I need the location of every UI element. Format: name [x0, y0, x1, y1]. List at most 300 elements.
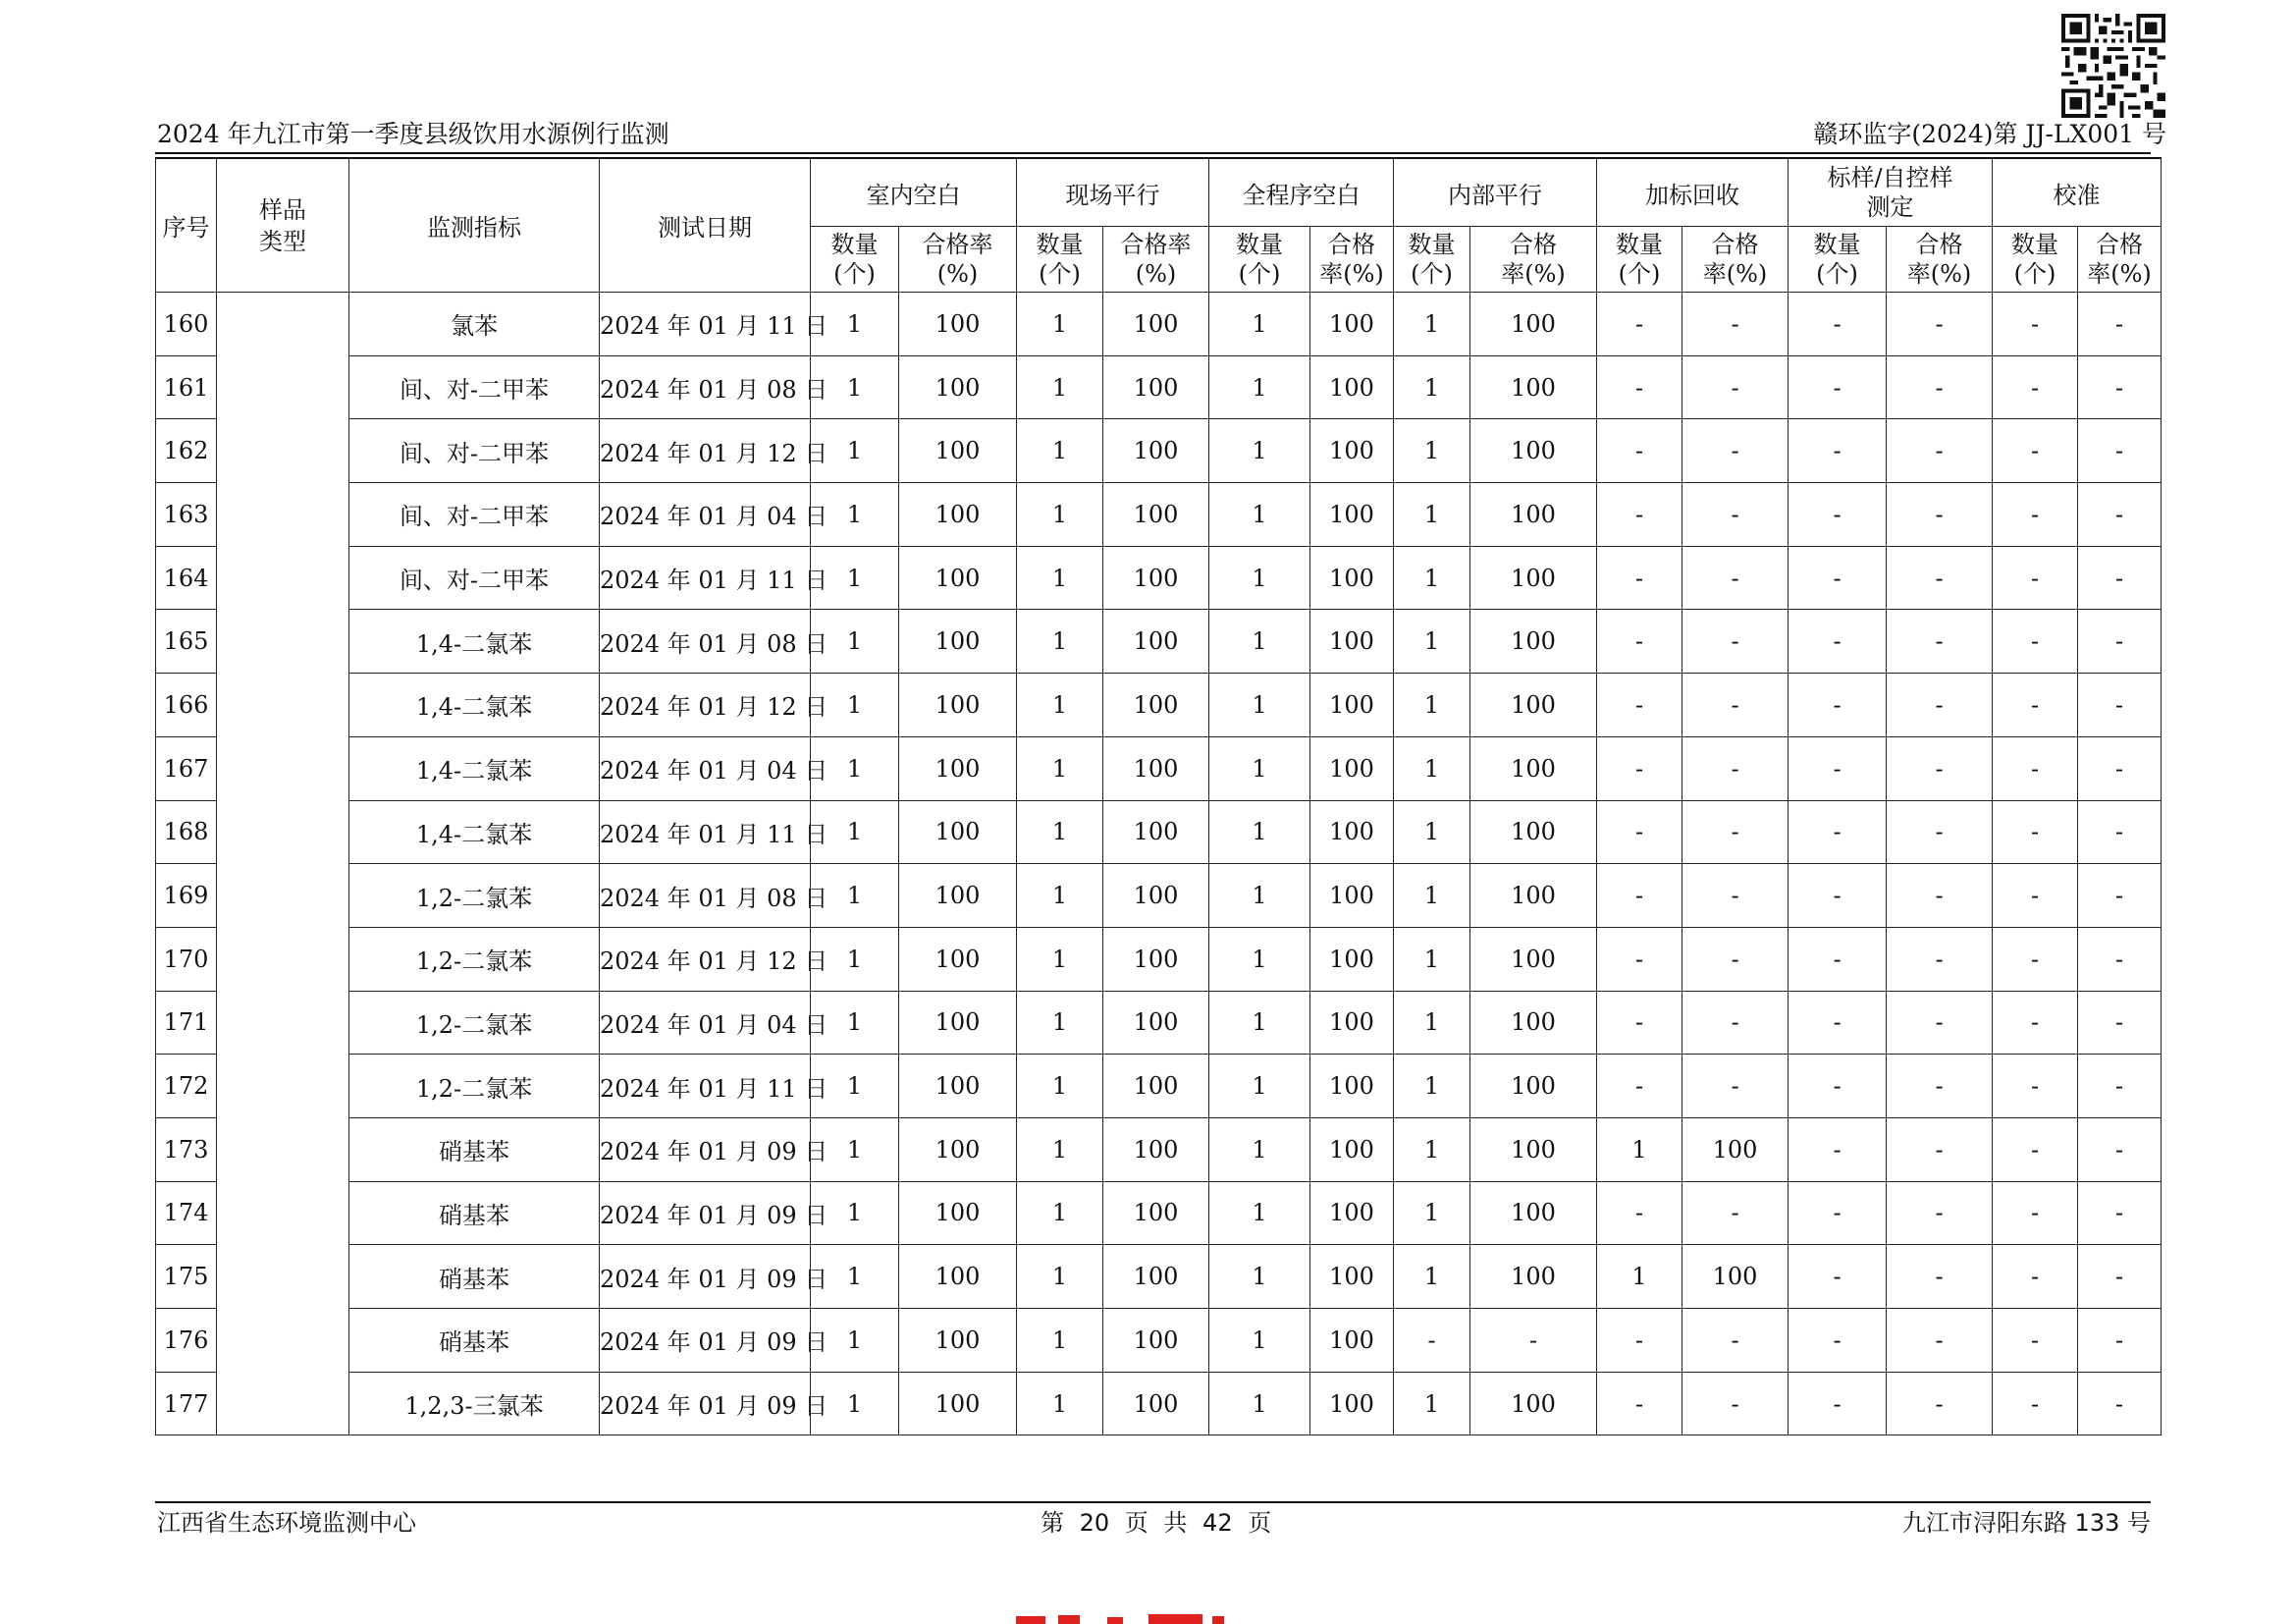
- value-cell: 1: [1209, 1309, 1310, 1373]
- value-cell: 1: [1394, 736, 1470, 800]
- value-cell: 100: [1103, 674, 1209, 737]
- value-cell: -: [1993, 736, 2078, 800]
- value-cell: -: [2078, 1372, 2162, 1435]
- value-cell: 1: [1017, 927, 1103, 991]
- value-cell: 1: [1394, 610, 1470, 674]
- value-cell: 100: [1103, 991, 1209, 1055]
- value-cell: -: [1993, 927, 2078, 991]
- value-cell: -: [1993, 1372, 2078, 1435]
- table-row: [156, 927, 2162, 991]
- value-cell: 1: [1209, 674, 1310, 737]
- indicator-cell: 1,4-二氯苯: [349, 610, 600, 674]
- value-cell: 1: [1209, 1372, 1310, 1435]
- value-cell: 1: [1017, 483, 1103, 547]
- value-cell: -: [1887, 546, 1993, 610]
- value-cell: -: [1887, 1117, 1993, 1181]
- value-cell: -: [1887, 1055, 1993, 1118]
- report-code: 赣环监字(2024)第 JJ-LX001 号: [1813, 120, 2166, 148]
- seq-cell: 161: [156, 355, 217, 419]
- date-cell: 2024 年 01 月 04 日: [600, 991, 811, 1055]
- col-test-date-header: 测试日期: [600, 158, 811, 293]
- value-cell: -: [1597, 546, 1682, 610]
- value-cell: 100: [1103, 1372, 1209, 1435]
- rate-subheader: 合格 率(%): [1887, 227, 1993, 293]
- value-cell: 1: [1017, 1055, 1103, 1118]
- value-cell: -: [1682, 1055, 1789, 1118]
- value-cell: 100: [1470, 1055, 1597, 1118]
- table-row: [156, 483, 2162, 547]
- value-cell: 100: [899, 610, 1017, 674]
- qc-table: [155, 157, 2162, 1435]
- rate-subheader: 合格 率(%): [1470, 227, 1597, 293]
- value-cell: -: [1789, 1055, 1887, 1118]
- date-cell: 2024 年 01 月 04 日: [600, 736, 811, 800]
- date-cell: 2024 年 01 月 12 日: [600, 927, 811, 991]
- value-cell: -: [2078, 927, 2162, 991]
- value-cell: -: [2078, 1181, 2162, 1245]
- value-cell: 1: [1597, 1245, 1682, 1309]
- value-cell: 100: [1310, 927, 1394, 991]
- seq-cell: 160: [156, 293, 217, 356]
- value-cell: 100: [1310, 1372, 1394, 1435]
- value-cell: -: [1789, 1181, 1887, 1245]
- group-header: 标样/自控样 测定: [1789, 158, 1993, 227]
- value-cell: -: [1993, 355, 2078, 419]
- value-cell: 100: [1310, 419, 1394, 483]
- col-sample-type-header: 样品 类型: [217, 158, 349, 293]
- date-cell: 2024 年 01 月 11 日: [600, 1055, 811, 1118]
- footer-rule: [155, 1501, 2151, 1503]
- value-cell: 100: [899, 1055, 1017, 1118]
- value-cell: 100: [899, 800, 1017, 864]
- value-cell: -: [1887, 483, 1993, 547]
- value-cell: 1: [1209, 1055, 1310, 1118]
- date-cell: 2024 年 01 月 12 日: [600, 419, 811, 483]
- value-cell: -: [1993, 1181, 2078, 1245]
- indicator-cell: 间、对-二甲苯: [349, 419, 600, 483]
- value-cell: 100: [1310, 1181, 1394, 1245]
- seq-cell: 163: [156, 483, 217, 547]
- value-cell: 1: [1017, 1245, 1103, 1309]
- value-cell: -: [1682, 927, 1789, 991]
- date-cell: 2024 年 01 月 08 日: [600, 610, 811, 674]
- value-cell: -: [1682, 483, 1789, 547]
- value-cell: -: [1887, 1309, 1993, 1373]
- value-cell: -: [1394, 1309, 1470, 1373]
- value-cell: 1: [811, 293, 899, 356]
- value-cell: 1: [1017, 546, 1103, 610]
- value-cell: -: [1470, 1309, 1597, 1373]
- value-cell: 1: [1209, 927, 1310, 991]
- value-cell: -: [1789, 1117, 1887, 1181]
- value-cell: 100: [1310, 674, 1394, 737]
- date-cell: 2024 年 01 月 08 日: [600, 355, 811, 419]
- value-cell: -: [1789, 610, 1887, 674]
- value-cell: -: [1993, 483, 2078, 547]
- seq-cell: 164: [156, 546, 217, 610]
- value-cell: 1: [1017, 610, 1103, 674]
- count-subheader: 数量 (个): [1993, 227, 2078, 293]
- value-cell: -: [1993, 800, 2078, 864]
- value-cell: 1: [811, 927, 899, 991]
- value-cell: 100: [1103, 864, 1209, 928]
- value-cell: 100: [1103, 546, 1209, 610]
- value-cell: -: [1887, 736, 1993, 800]
- value-cell: -: [1597, 864, 1682, 928]
- table-row: [156, 674, 2162, 737]
- value-cell: -: [1993, 1309, 2078, 1373]
- value-cell: -: [1682, 1181, 1789, 1245]
- value-cell: -: [1887, 355, 1993, 419]
- indicator-cell: 间、对-二甲苯: [349, 355, 600, 419]
- value-cell: -: [1887, 1372, 1993, 1435]
- value-cell: -: [1682, 355, 1789, 419]
- value-cell: 1: [1209, 1181, 1310, 1245]
- value-cell: 100: [1310, 1055, 1394, 1118]
- value-cell: 1: [1209, 355, 1310, 419]
- indicator-cell: 1,2,3-三氯苯: [349, 1372, 600, 1435]
- value-cell: -: [1597, 1372, 1682, 1435]
- value-cell: 100: [1470, 483, 1597, 547]
- seq-cell: 165: [156, 610, 217, 674]
- seq-cell: 162: [156, 419, 217, 483]
- value-cell: 1: [1209, 419, 1310, 483]
- value-cell: -: [1597, 610, 1682, 674]
- table-row: [156, 864, 2162, 928]
- value-cell: 100: [1310, 800, 1394, 864]
- table-row: [156, 546, 2162, 610]
- value-cell: 1: [1394, 1055, 1470, 1118]
- value-cell: -: [1789, 864, 1887, 928]
- group-header: 全程序空白: [1209, 158, 1394, 227]
- footer-address: 九江市浔阳东路 133 号: [1901, 1509, 2151, 1537]
- value-cell: -: [1597, 1055, 1682, 1118]
- value-cell: 100: [899, 1181, 1017, 1245]
- value-cell: -: [1597, 1181, 1682, 1245]
- table-row: [156, 293, 2162, 356]
- value-cell: -: [1789, 800, 1887, 864]
- value-cell: -: [1993, 610, 2078, 674]
- value-cell: 100: [899, 355, 1017, 419]
- indicator-cell: 1,4-二氯苯: [349, 674, 600, 737]
- value-cell: -: [1887, 927, 1993, 991]
- seq-cell: 172: [156, 1055, 217, 1118]
- value-cell: 100: [1310, 293, 1394, 356]
- value-cell: 1: [1017, 1181, 1103, 1245]
- date-cell: 2024 年 01 月 09 日: [600, 1309, 811, 1373]
- value-cell: 1: [1394, 293, 1470, 356]
- value-cell: -: [1887, 419, 1993, 483]
- value-cell: -: [2078, 293, 2162, 356]
- value-cell: -: [2078, 1309, 2162, 1373]
- value-cell: -: [1682, 1372, 1789, 1435]
- value-cell: -: [2078, 355, 2162, 419]
- value-cell: 100: [899, 927, 1017, 991]
- value-cell: -: [2078, 1117, 2162, 1181]
- value-cell: 100: [1470, 927, 1597, 991]
- count-subheader: 数量 (个): [1597, 227, 1682, 293]
- value-cell: 1: [1017, 736, 1103, 800]
- value-cell: -: [2078, 800, 2162, 864]
- value-cell: 100: [1682, 1117, 1789, 1181]
- table-row: [156, 610, 2162, 674]
- seq-cell: 176: [156, 1309, 217, 1373]
- value-cell: 100: [1470, 293, 1597, 356]
- indicator-cell: 间、对-二甲苯: [349, 483, 600, 547]
- value-cell: 1: [1209, 800, 1310, 864]
- value-cell: 100: [1103, 610, 1209, 674]
- group-header: 校准: [1993, 158, 2162, 227]
- indicator-cell: 硝基苯: [349, 1181, 600, 1245]
- value-cell: 100: [1103, 293, 1209, 356]
- date-cell: 2024 年 01 月 11 日: [600, 293, 811, 356]
- value-cell: 1: [1597, 1117, 1682, 1181]
- value-cell: -: [1887, 674, 1993, 737]
- value-cell: 100: [1103, 1309, 1209, 1373]
- count-subheader: 数量 (个): [1789, 227, 1887, 293]
- rate-subheader: 合格 率(%): [2078, 227, 2162, 293]
- value-cell: 100: [899, 674, 1017, 737]
- date-cell: 2024 年 01 月 04 日: [600, 483, 811, 547]
- value-cell: -: [2078, 419, 2162, 483]
- indicator-cell: 1,2-二氯苯: [349, 1055, 600, 1118]
- value-cell: 100: [1310, 546, 1394, 610]
- value-cell: -: [1597, 674, 1682, 737]
- value-cell: -: [1597, 800, 1682, 864]
- value-cell: 1: [1394, 1372, 1470, 1435]
- rate-subheader: 合格率 (%): [1103, 227, 1209, 293]
- indicator-cell: 1,4-二氯苯: [349, 800, 600, 864]
- value-cell: -: [2078, 1055, 2162, 1118]
- value-cell: 100: [1470, 1117, 1597, 1181]
- value-cell: 1: [1017, 800, 1103, 864]
- indicator-cell: 1,2-二氯苯: [349, 991, 600, 1055]
- rate-subheader: 合格 率(%): [1682, 227, 1789, 293]
- value-cell: 1: [1017, 1372, 1103, 1435]
- value-cell: -: [2078, 864, 2162, 928]
- value-cell: -: [1597, 419, 1682, 483]
- indicator-cell: 1,2-二氯苯: [349, 864, 600, 928]
- value-cell: -: [1789, 293, 1887, 356]
- seq-cell: 166: [156, 674, 217, 737]
- value-cell: 100: [899, 419, 1017, 483]
- value-cell: -: [1682, 800, 1789, 864]
- value-cell: -: [1887, 610, 1993, 674]
- value-cell: -: [1789, 546, 1887, 610]
- date-cell: 2024 年 01 月 09 日: [600, 1181, 811, 1245]
- value-cell: 100: [899, 1117, 1017, 1181]
- value-cell: -: [1789, 355, 1887, 419]
- value-cell: -: [2078, 546, 2162, 610]
- value-cell: 1: [1017, 419, 1103, 483]
- value-cell: 1: [1017, 293, 1103, 356]
- value-cell: 100: [1103, 419, 1209, 483]
- qc-table-body: [156, 293, 2162, 1435]
- value-cell: -: [1682, 419, 1789, 483]
- seq-cell: 170: [156, 927, 217, 991]
- group-header: 室内空白: [811, 158, 1017, 227]
- value-cell: 1: [1017, 674, 1103, 737]
- col-indicator-header: 监测指标: [349, 158, 600, 293]
- value-cell: -: [1597, 736, 1682, 800]
- value-cell: 1: [811, 483, 899, 547]
- value-cell: 100: [1470, 736, 1597, 800]
- value-cell: 1: [1209, 293, 1310, 356]
- value-cell: -: [1789, 927, 1887, 991]
- value-cell: 1: [1394, 1245, 1470, 1309]
- value-cell: 1: [811, 800, 899, 864]
- value-cell: -: [1597, 991, 1682, 1055]
- header-rule: [155, 152, 2151, 154]
- seq-cell: 175: [156, 1245, 217, 1309]
- value-cell: -: [2078, 736, 2162, 800]
- value-cell: 100: [1103, 800, 1209, 864]
- value-cell: -: [1993, 293, 2078, 356]
- count-subheader: 数量 (个): [1209, 227, 1310, 293]
- value-cell: 100: [1103, 927, 1209, 991]
- value-cell: -: [1597, 355, 1682, 419]
- value-cell: 1: [1394, 800, 1470, 864]
- value-cell: 100: [899, 864, 1017, 928]
- value-cell: 1: [1209, 546, 1310, 610]
- value-cell: -: [1887, 800, 1993, 864]
- value-cell: 1: [1394, 419, 1470, 483]
- value-cell: 1: [1017, 991, 1103, 1055]
- value-cell: 100: [1310, 864, 1394, 928]
- value-cell: 1: [811, 864, 899, 928]
- value-cell: 1: [1209, 1117, 1310, 1181]
- value-cell: 1: [1394, 355, 1470, 419]
- value-cell: -: [1682, 991, 1789, 1055]
- value-cell: 1: [1394, 864, 1470, 928]
- value-cell: 100: [899, 736, 1017, 800]
- value-cell: 1: [1209, 1245, 1310, 1309]
- stamp-fragment-icon: [1011, 1610, 1306, 1624]
- value-cell: 1: [811, 991, 899, 1055]
- value-cell: 100: [1310, 1309, 1394, 1373]
- group-header: 内部平行: [1394, 158, 1597, 227]
- value-cell: -: [1993, 1117, 2078, 1181]
- value-cell: 100: [1682, 1245, 1789, 1309]
- value-cell: -: [1789, 419, 1887, 483]
- footer-page-number: 第 20 页 共 42 页: [1041, 1509, 1272, 1537]
- table-row: [156, 1117, 2162, 1181]
- count-subheader: 数量 (个): [811, 227, 899, 293]
- value-cell: 100: [1470, 1245, 1597, 1309]
- group-header: 加标回收: [1597, 158, 1789, 227]
- value-cell: 1: [1209, 991, 1310, 1055]
- value-cell: 1: [1017, 355, 1103, 419]
- value-cell: -: [1682, 736, 1789, 800]
- value-cell: 1: [811, 736, 899, 800]
- value-cell: 100: [899, 1245, 1017, 1309]
- value-cell: 1: [1017, 864, 1103, 928]
- date-cell: 2024 年 01 月 12 日: [600, 674, 811, 737]
- value-cell: -: [1789, 1309, 1887, 1373]
- value-cell: 1: [1394, 1117, 1470, 1181]
- value-cell: 100: [1470, 800, 1597, 864]
- indicator-cell: 硝基苯: [349, 1245, 600, 1309]
- value-cell: 100: [1470, 419, 1597, 483]
- value-cell: 1: [811, 355, 899, 419]
- value-cell: -: [1789, 991, 1887, 1055]
- value-cell: -: [1887, 293, 1993, 356]
- value-cell: 100: [1470, 674, 1597, 737]
- value-cell: -: [1993, 991, 2078, 1055]
- value-cell: 100: [1103, 483, 1209, 547]
- value-cell: -: [1682, 293, 1789, 356]
- value-cell: -: [1789, 1245, 1887, 1309]
- value-cell: -: [1789, 1372, 1887, 1435]
- count-subheader: 数量 (个): [1394, 227, 1470, 293]
- value-cell: -: [1682, 1309, 1789, 1373]
- value-cell: -: [2078, 610, 2162, 674]
- value-cell: 100: [1310, 610, 1394, 674]
- value-cell: 100: [1103, 1117, 1209, 1181]
- table-row: [156, 736, 2162, 800]
- value-cell: -: [1993, 546, 2078, 610]
- value-cell: 1: [811, 1181, 899, 1245]
- date-cell: 2024 年 01 月 08 日: [600, 864, 811, 928]
- table-row: [156, 1309, 2162, 1373]
- value-cell: 100: [899, 293, 1017, 356]
- indicator-cell: 1,2-二氯苯: [349, 927, 600, 991]
- value-cell: 1: [1017, 1117, 1103, 1181]
- table-row: [156, 1181, 2162, 1245]
- value-cell: -: [1597, 927, 1682, 991]
- date-cell: 2024 年 01 月 11 日: [600, 800, 811, 864]
- table-row: [156, 1245, 2162, 1309]
- value-cell: 1: [811, 610, 899, 674]
- value-cell: -: [1789, 483, 1887, 547]
- value-cell: 100: [899, 546, 1017, 610]
- value-cell: -: [1887, 991, 1993, 1055]
- table-row: [156, 800, 2162, 864]
- indicator-cell: 硝基苯: [349, 1309, 600, 1373]
- value-cell: 1: [1394, 483, 1470, 547]
- value-cell: 1: [1394, 546, 1470, 610]
- value-cell: -: [2078, 1245, 2162, 1309]
- value-cell: 1: [1209, 610, 1310, 674]
- value-cell: 100: [899, 1372, 1017, 1435]
- value-cell: 100: [1103, 1245, 1209, 1309]
- value-cell: 1: [811, 1245, 899, 1309]
- date-cell: 2024 年 01 月 09 日: [600, 1372, 811, 1435]
- value-cell: -: [1597, 293, 1682, 356]
- value-cell: 1: [811, 419, 899, 483]
- value-cell: 1: [1209, 864, 1310, 928]
- table-row: [156, 991, 2162, 1055]
- value-cell: 100: [899, 483, 1017, 547]
- value-cell: -: [1682, 610, 1789, 674]
- value-cell: -: [1993, 419, 2078, 483]
- value-cell: 100: [1470, 610, 1597, 674]
- value-cell: -: [2078, 991, 2162, 1055]
- value-cell: 100: [1310, 1245, 1394, 1309]
- value-cell: -: [2078, 483, 2162, 547]
- value-cell: -: [1993, 674, 2078, 737]
- qr-code: [2061, 14, 2165, 118]
- sample-type-cell: [217, 293, 349, 1435]
- rate-subheader: 合格率 (%): [899, 227, 1017, 293]
- value-cell: 1: [1394, 1181, 1470, 1245]
- indicator-cell: 间、对-二甲苯: [349, 546, 600, 610]
- value-cell: 1: [1394, 927, 1470, 991]
- date-cell: 2024 年 01 月 11 日: [600, 546, 811, 610]
- value-cell: 100: [899, 991, 1017, 1055]
- value-cell: 1: [811, 674, 899, 737]
- value-cell: 1: [811, 1055, 899, 1118]
